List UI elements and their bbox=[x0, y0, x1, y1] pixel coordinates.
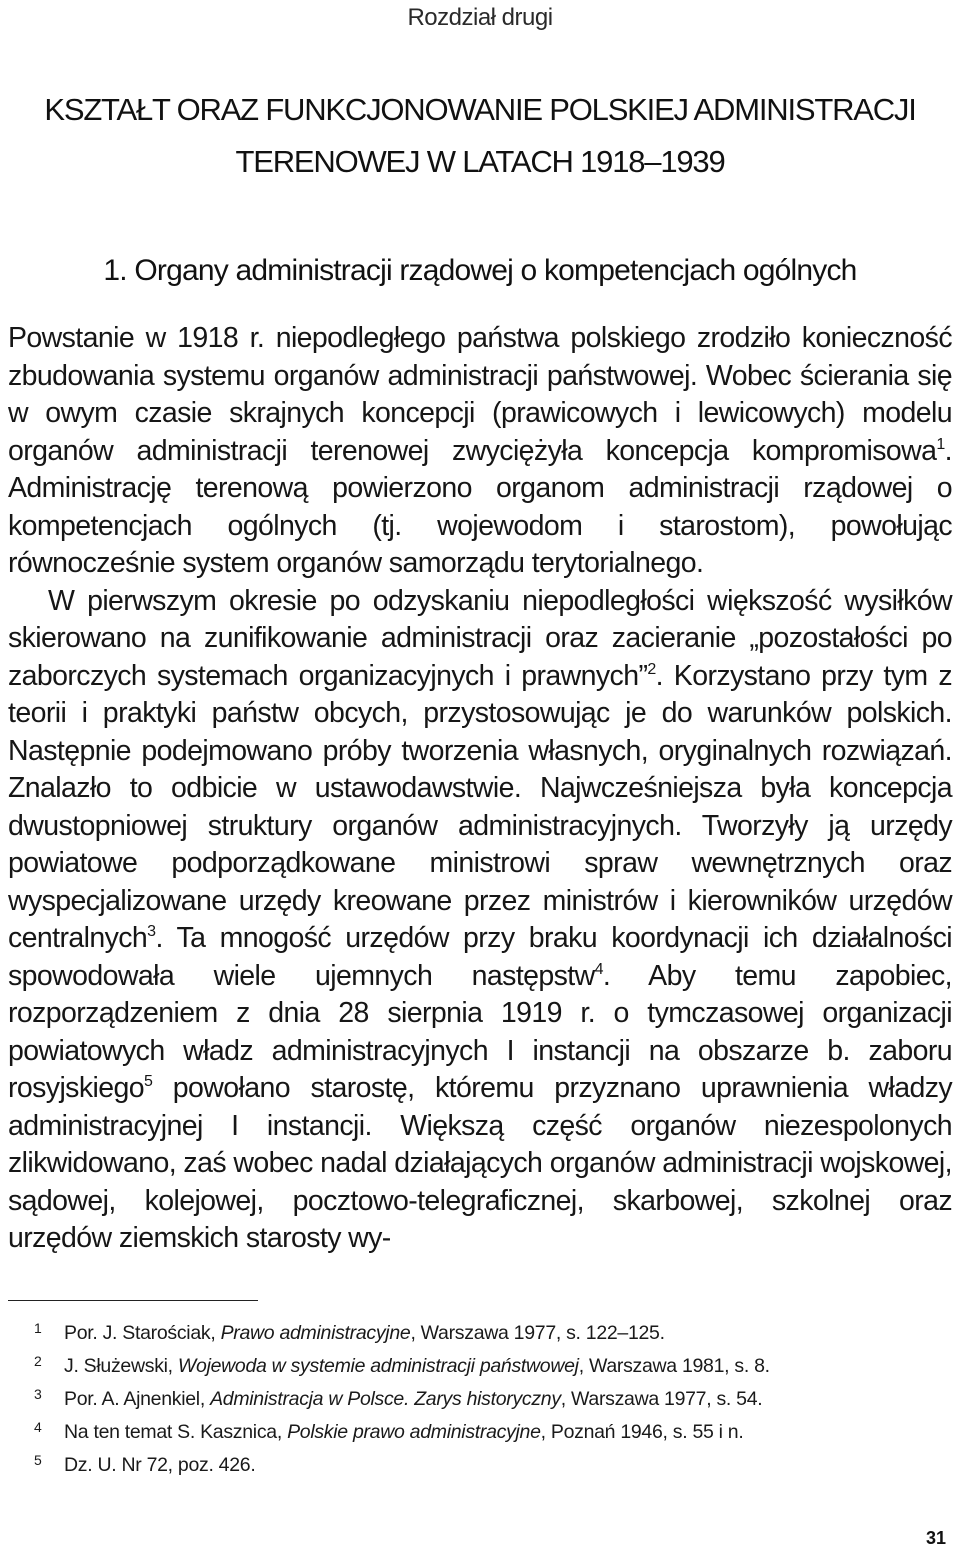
paragraph-1-text-cont: . Administrację terenową powierzono organom administracji rządowej o kompetencjach ogólnych (tj. wojewodom i starostom), powołując równocześnie system organów samorządu terytorialnego. bbox=[8, 434, 952, 579]
footnote-text: Dz. U. Nr 72, poz. 426. bbox=[64, 1454, 256, 1476]
footnote-number: 3 bbox=[34, 1386, 42, 1402]
footnote-text: Por. A. Ajnenkiel, bbox=[64, 1388, 211, 1410]
footnote bbox=[34, 1347, 934, 1380]
chapter-title bbox=[8, 84, 952, 188]
footnote-number: 2 bbox=[34, 1353, 42, 1369]
paragraph-2-text-cont-d: powołano starostę, któremu przyznano uprawnienia władzy administracyjnej I instancji. Większą część organów niezespolonych zlikwidowano, zaś wobec nadal działających organów administracji wojskowej, sądowej, kolejowej, pocztowo-telegraficznej, skarbowej, szkolnej oraz urzędów ziemskich starosty wy- bbox=[8, 1072, 952, 1254]
footnote bbox=[34, 1380, 934, 1413]
paragraph-2-text: W pierwszym okresie po odzyskaniu niepodległości większość wysiłków skierowano na zunifikowanie administracji oraz zacieranie „pozostałości po zaborczych systemach organizacyjnych i prawnych” bbox=[8, 584, 952, 692]
body-text bbox=[8, 320, 952, 1258]
paragraph-1-text: Powstanie w 1918 r. niepodległego państwa polskiego zrodziło konieczność zbudowania systemu organów administracji państwowej. Wobec ścierania się w owym czasie skrajnych koncepcji (prawicowych i lewicowych) modelu organów administracji terenowej zwyciężyła koncepcja kompromisowa bbox=[8, 322, 952, 467]
chapter-title-line-2: TERENOWEJ W LATACH 1918–1939 bbox=[235, 144, 725, 179]
footnote-number: 4 bbox=[34, 1419, 42, 1435]
footnote-ref-2: 2 bbox=[647, 660, 656, 678]
footnote-title: Polskie prawo administracyjne bbox=[287, 1421, 541, 1443]
footnote-title: Administracja w Polsce. Zarys historyczny bbox=[210, 1388, 561, 1410]
footnote-text: J. Służewski, bbox=[64, 1355, 178, 1377]
footnote-text: Na ten temat S. Kasznica, bbox=[64, 1421, 288, 1443]
paragraph-2-text-cont-a: . Korzystano przy tym z teorii i praktyki państw obcych, przystosowując je do warunków polskich. Następnie podejmowano próby tworzenia własnych, oryginalnych rozwiązań. Znalazło to odbicie w ustawodawstwie. Najwcześniejsza była koncepcja dwustopniowej struktury organów administracyjnych. Tworzyły ją urzędy powiatowe podporządkowane ministrowi spraw wewnętrznych oraz wyspecjalizowane urzędy kreowane przez ministrów i kierowników urzędów centralnych bbox=[8, 659, 952, 954]
footnote-title: Prawo administracyjne bbox=[220, 1322, 411, 1344]
document-page bbox=[8, 0, 952, 1557]
footnote bbox=[34, 1413, 934, 1446]
footnote-text-end: , Warszawa 1977, s. 122–125. bbox=[410, 1322, 665, 1344]
footnote-ref-3: 3 bbox=[147, 923, 156, 940]
footnotes bbox=[34, 1314, 934, 1479]
footnote-text: Por. J. Starościak, bbox=[64, 1322, 221, 1344]
footnote bbox=[34, 1314, 934, 1347]
chapter-title-line-1: KSZTAŁT ORAZ FUNKCJONOWANIE POLSKIEJ ADMINISTRACJI bbox=[44, 92, 916, 127]
footnote-number: 1 bbox=[34, 1320, 42, 1336]
paragraph-1 bbox=[8, 320, 952, 583]
footnote-divider bbox=[8, 1300, 258, 1301]
footnote-text-end: , Warszawa 1981, s. 8. bbox=[578, 1355, 770, 1377]
section-heading: 1. Organy administracji rządowej o kompetencjach ogólnych bbox=[103, 254, 857, 287]
footnote-text-end: , Poznań 1946, s. 55 i n. bbox=[540, 1421, 744, 1443]
paragraph-2-text-cont-b: . Ta mnogość urzędów przy braku koordynacji ich działalności spowodowała wiele ujemnych następstw bbox=[8, 922, 952, 992]
paragraph-2-text-cont-c: . Aby temu zapobiec, rozporządzeniem z dnia 28 sierpnia 1919 r. o tymczasowej organizacji powiatowych władz administracyjnych I instancji na obszarze b. zaboru rosyjskiego bbox=[8, 959, 953, 1104]
footnote-ref-5: 5 bbox=[143, 1073, 153, 1090]
chapter-label: Rozdział drugi bbox=[407, 4, 553, 31]
footnote bbox=[34, 1446, 934, 1479]
page-number: 31 bbox=[925, 1528, 946, 1548]
footnote-ref-4: 4 bbox=[594, 960, 603, 978]
footnote-ref-1: 1 bbox=[936, 435, 945, 453]
footnote-title: Wojewoda w systemie administracji państwowej bbox=[177, 1355, 579, 1377]
paragraph-2 bbox=[8, 583, 952, 1258]
footnote-number: 5 bbox=[34, 1452, 42, 1468]
footnote-text-end: , Warszawa 1977, s. 54. bbox=[560, 1388, 763, 1410]
